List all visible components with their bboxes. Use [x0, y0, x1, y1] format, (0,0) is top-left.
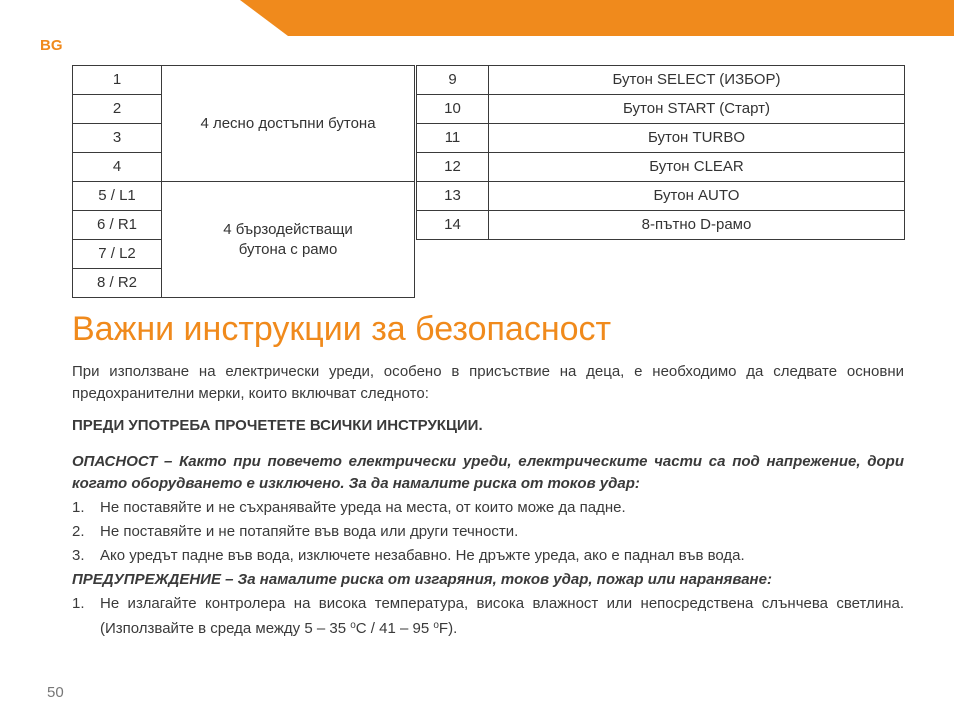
list-item-number: 1. [72, 595, 85, 612]
danger-paragraph: ОПАСНОСТ – Както при повечето електрически уреди, електрическите части са под напрежение, дори когато оборудването е изключено. За да намалите риска от токов удар: [72, 453, 904, 492]
part-description-line: бутона с рамо [238, 240, 338, 258]
part-number: 13 [417, 182, 489, 211]
parts-table-right [416, 65, 905, 240]
part-number: 14 [417, 211, 489, 240]
degree-mark: o [350, 620, 356, 631]
part-number: 5 / L1 [73, 182, 162, 211]
table-row [73, 182, 415, 211]
table-row [417, 124, 905, 153]
part-number: 12 [417, 153, 489, 182]
table-row [73, 66, 415, 95]
table-row [417, 66, 905, 95]
language-code: BG [40, 37, 63, 54]
list-item-text: Ако уредът падне във вода, изключете незабавно. Не дръжте уреда, ако е паднал във вода. [100, 547, 745, 564]
part-number: 10 [417, 95, 489, 124]
parts-table-left [72, 65, 415, 298]
part-number: 4 [73, 153, 162, 182]
safety-content [72, 361, 904, 642]
part-number: 2 [73, 95, 162, 124]
table-row [417, 182, 905, 211]
header-banner [0, 0, 954, 36]
list-item-number: 3. [72, 547, 85, 564]
intro-paragraph: При използване на електрически уреди, особено в присъствие на деца, е необходимо да следвате основни предохранителни мерки, които включват следното: [72, 363, 904, 402]
list-item-text [100, 595, 904, 637]
part-description-line: 4 бързодействащи [223, 220, 353, 238]
list-item-number: 1. [72, 499, 85, 516]
list-item-number: 2. [72, 523, 85, 540]
list-item [72, 521, 904, 543]
list-item-text: Не поставяйте и не съхранявайте уреда на места, от които може да падне. [100, 499, 626, 516]
read-all-heading: ПРЕДИ УПОТРЕБА ПРОЧЕТЕТЕ ВСИЧКИ ИНСТРУКЦИИ. [72, 417, 483, 434]
degree-mark: o [433, 620, 439, 631]
part-number: 6 / R1 [73, 211, 162, 240]
part-number: 7 / L2 [73, 240, 162, 269]
section-title: Важни инструкции за безопасност [72, 310, 612, 348]
list-item-text-part: C / 41 – 95 [355, 620, 434, 637]
part-description: Бутон TURBO [489, 124, 905, 153]
list-item [72, 497, 904, 519]
part-description: 4 лесно достъпни бутона [162, 66, 415, 182]
warning-paragraph: ПРЕДУПРЕЖДЕНИЕ – За намалите риска от изгаряния, токов удар, пожар или нараняване: [72, 571, 772, 588]
list-item-text: Не поставяйте и не потапяйте във вода или други течности. [100, 523, 519, 540]
part-description: Бутон CLEAR [489, 153, 905, 182]
list-item-text-part: F). [438, 620, 458, 637]
part-description: Бутон AUTO [489, 182, 905, 211]
part-number: 3 [73, 124, 162, 153]
list-item [72, 593, 904, 640]
table-row [417, 95, 905, 124]
list-item-text-part: Не излагайте контролера на висока температура, висока влажност или непосредствена слънчева светлина. (Използвайте в среда между 5 – 35 [100, 595, 904, 637]
list-item [72, 545, 904, 567]
part-description: 8-пътно D-рамо [489, 211, 905, 240]
part-description: Бутон SELECT (ИЗБОР) [489, 66, 905, 95]
table-row [417, 211, 905, 240]
part-description [162, 182, 415, 298]
page-number: 50 [47, 684, 64, 701]
part-number: 9 [417, 66, 489, 95]
part-number: 1 [73, 66, 162, 95]
part-number: 8 / R2 [73, 269, 162, 298]
table-row [417, 153, 905, 182]
part-description: Бутон START (Старт) [489, 95, 905, 124]
danger-list [72, 497, 904, 567]
warning-list [72, 593, 904, 640]
part-number: 11 [417, 124, 489, 153]
banner-shape [240, 0, 954, 36]
